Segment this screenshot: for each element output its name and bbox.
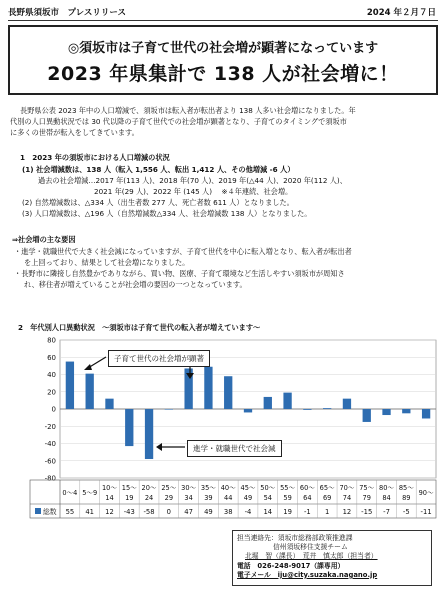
header-date: 2024 年２月７日: [366, 8, 436, 18]
data-label: -4: [244, 508, 252, 516]
factors-bullet1-line1: ・進学・就職世代で大きく社会減になっていますが、子育て世代を中心に転入増となり、転入者が転出者: [14, 247, 352, 256]
data-label: 47: [184, 508, 193, 516]
factors-heading: ⇒社会増の主な要因: [12, 235, 76, 244]
contact-email[interactable]: 電子メール iju@city.suzaka.nagano.jp: [237, 570, 378, 579]
x-tick-label: 20～: [141, 484, 157, 492]
data-label: -7: [383, 508, 390, 516]
bar-45～49: [244, 409, 252, 412]
x-tick-label: 40～: [220, 484, 236, 492]
data-label: -15: [361, 508, 373, 516]
x-tick-label: 74: [342, 494, 352, 502]
bar-80～84: [382, 409, 390, 415]
bar-10～14: [105, 399, 113, 409]
data-label: 38: [223, 508, 233, 516]
x-tick-label: 75～: [359, 484, 375, 492]
contact-box: [232, 530, 432, 586]
x-tick-label: 0～4: [62, 489, 78, 497]
data-label: 41: [85, 508, 95, 516]
x-tick-label: 49: [243, 494, 253, 502]
data-label: -1: [303, 508, 311, 516]
x-tick-label: 34: [184, 494, 193, 502]
bar-20～24: [145, 409, 153, 459]
x-tick-label: 29: [164, 494, 174, 502]
title-line2: 2023 年県集計で 138 人が社会増に！: [47, 63, 399, 85]
data-label: 49: [204, 508, 213, 516]
x-tick-label: 64: [303, 494, 312, 502]
data-label: -5: [402, 508, 410, 516]
x-tick-label: 15～: [121, 484, 137, 492]
x-tick-label: 5～9: [82, 489, 98, 497]
callout-childrearing-increase: 子育て世代の社会増が顕著: [108, 350, 210, 367]
y-tick-label: 60: [47, 353, 56, 362]
bar-85～89: [402, 409, 410, 413]
x-tick-label: 45～: [240, 484, 256, 492]
data-label: 12: [105, 508, 114, 516]
data-label: -11: [420, 508, 432, 516]
intro-line1: 長野県公表 2023 年中の人口増減で、須坂市は転入者が転出者より 138 人多い社会増になりました。年: [20, 106, 356, 115]
section1-heading: 1 2023 年の須坂市における人口増減の状況: [20, 153, 170, 162]
y-tick-label: 0: [51, 405, 56, 414]
contact-line3: 北堀 智（課長） 荒井 慎太郎（担当者）: [245, 552, 378, 561]
factors-bullet2-line1: ・長野市に隣接し自然豊かでありながら、買い物、医療、子育て環境など生活しやすい須坂市が周知さ: [14, 269, 345, 278]
data-label: -43: [123, 508, 135, 516]
x-tick-label: 59: [283, 494, 292, 502]
data-label: 19: [283, 508, 292, 516]
x-tick-label: 55～: [280, 484, 296, 492]
x-tick-label: 50～: [260, 484, 276, 492]
x-tick-label: 84: [382, 494, 391, 502]
factors-bullet2-line2: れ、移住者が増えていることが社会増の要因の一つとなっています。: [24, 280, 247, 289]
bar-70～74: [343, 399, 351, 409]
x-tick-label: 30～: [181, 484, 197, 492]
bar-40～44: [224, 376, 232, 409]
section2-heading: 2 年代別人口異動状況 ～須坂市は子育て世代の転入者が増えています～: [18, 323, 261, 332]
factors-bullet1-line2: を上回っており、結果として社会増になりました。: [24, 258, 190, 267]
x-tick-label: 54: [263, 494, 272, 502]
bar-55～59: [283, 393, 291, 409]
x-tick-label: 80～: [379, 484, 395, 492]
x-tick-label: 65～: [319, 484, 335, 492]
legend-label: 総数: [43, 508, 57, 516]
x-tick-label: 14: [105, 494, 114, 502]
data-label: 0: [166, 508, 172, 516]
y-tick-label: 40: [47, 371, 56, 379]
section1-item1: (1) 社会増減数は、138 人（転入 1,556 人、転出 1,412 人、その他増減 -6 人）: [22, 165, 295, 174]
x-tick-label: 85～: [398, 484, 414, 492]
x-tick-label: 79: [362, 494, 371, 502]
x-tick-label: 90～: [418, 489, 434, 497]
y-tick-label: 80: [47, 336, 56, 345]
x-tick-label: 60～: [299, 484, 315, 492]
x-tick-label: 35～: [200, 484, 216, 492]
bar-5～9: [86, 374, 94, 409]
callout-arrowhead-decrease: [156, 443, 162, 451]
bar-35～39: [204, 367, 212, 409]
section1-item1-sub2: 2021 年(29 人)、2022 年 (145 人) ※４年連続、社会増。: [94, 187, 293, 196]
x-tick-label: 69: [322, 494, 332, 502]
callout-arrowhead-left: [84, 364, 92, 370]
data-label: 12: [342, 508, 352, 516]
bar-50～54: [264, 397, 272, 409]
x-tick-label: 70～: [339, 484, 355, 492]
y-tick-label: -20: [44, 422, 56, 431]
bar-90～: [422, 409, 430, 418]
contact-line2: 信州須坂移住支援チーム: [273, 543, 348, 552]
x-tick-label: 19: [125, 494, 134, 502]
x-tick-label: 25～: [161, 484, 177, 492]
y-tick-label: -40: [44, 440, 56, 448]
intro-line2: 代別の人口異動状況では 30 代以降の子育て世代での社会増が顕著となり、子育てのタイミングで須坂市: [10, 117, 347, 126]
x-tick-label: 10～: [101, 484, 117, 492]
y-tick-label: -80: [44, 474, 56, 483]
intro-line3: に多くの世帯が転入をしてきています。: [10, 128, 139, 137]
bar-65～69: [323, 408, 331, 409]
section1-item2: (2) 自然増減数は、△334 人（出生者数 277 人、死亡者数 611 人）となりました。: [22, 198, 294, 207]
title-line1: ◎須坂市は子育て世代の社会増が顕著になっています: [67, 41, 379, 56]
bar-60～64: [303, 409, 311, 410]
data-label: 55: [65, 508, 75, 516]
contact-line1: 担当連絡先：須坂市総務部政策推進課: [237, 534, 353, 542]
bar-25～29: [165, 409, 173, 410]
x-tick-label: 44: [224, 494, 233, 502]
y-tick-label: -60: [44, 457, 56, 466]
x-tick-label: 24: [144, 494, 154, 502]
bar-0～4: [66, 362, 74, 409]
x-tick-label: 89: [402, 494, 411, 502]
legend-swatch: [35, 508, 41, 514]
section1-item1-sub1: 過去の社会増減…2017 年(113 人)、2018 年(70 人)、2019 年(△44 人)、2020 年(112 人)、: [38, 176, 347, 185]
header-left: 長野県須坂市 プレスリリース: [8, 8, 126, 18]
y-tick-label: 20: [47, 388, 56, 397]
callout-student-decrease: 進学・就職世代で社会減: [187, 440, 282, 457]
data-label: 14: [263, 508, 273, 516]
section1-item3: (3) 人口増減数は、△196 人（自然増減数△334 人、社会増減数 138 人）となりました。: [22, 209, 312, 218]
contact-phone: 電話 026-248-9017（課専用）: [237, 561, 345, 570]
data-label: 1: [324, 508, 330, 516]
data-label: -58: [143, 508, 155, 516]
bar-75～79: [363, 409, 371, 422]
bar-15～19: [125, 409, 133, 446]
x-tick-label: 39: [204, 494, 213, 502]
